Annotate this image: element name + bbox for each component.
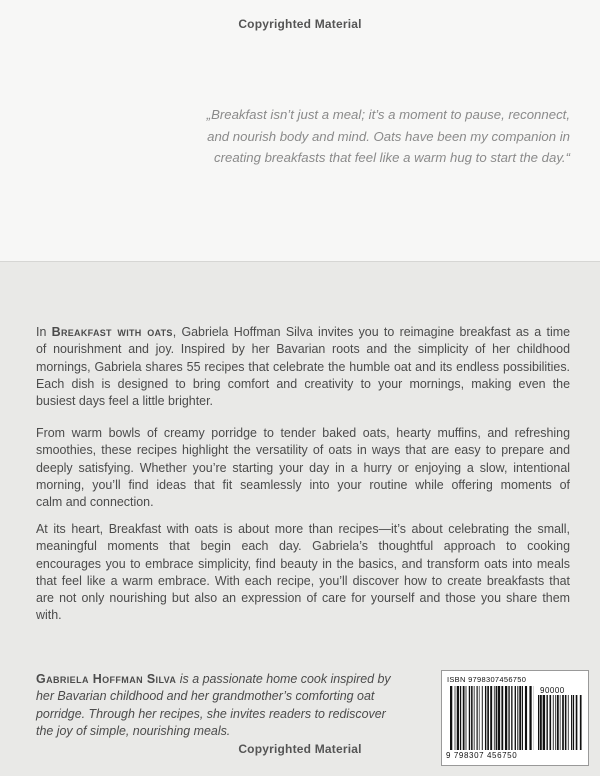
- bio-line: her Bavarian childhood and her grandmother’s comforting oat: [36, 689, 375, 704]
- paragraph-line: From warm bowls of creamy porridge to tender baked oats, hearty muffins, and refreshing: [36, 426, 570, 440]
- paragraph-line: of nourishment and joy. Inspired by her Bavarian roots and the simplicity of her childhood: [36, 342, 570, 357]
- paragraph-line: Each dish is designed to bring comfort and creativity to your mornings, making even the: [36, 376, 570, 391]
- barcode-bar: [508, 686, 509, 750]
- paragraph-line: calm and connection.: [36, 495, 154, 510]
- bio-line: Gabriela Hoffman Silva is a passionate home cook inspired by: [36, 672, 391, 686]
- barcode-bar: [482, 686, 483, 750]
- book-title: Breakfast with oats: [51, 325, 173, 339]
- author-quote: [90, 104, 570, 169]
- barcode-bar: [490, 686, 492, 750]
- barcode-bar: [519, 686, 521, 750]
- paragraph-line: mornings, Gabriela shares 55 recipes that celebrate the humble oat and its endless possibilities.: [36, 359, 570, 374]
- paragraph-line: morning, you’ll find ideas that fit seamlessly into your routine while offering moments of: [36, 477, 570, 492]
- description-paragraph-2: [36, 425, 570, 511]
- barcode-bar: [463, 686, 465, 750]
- quote-line: creating breakfasts that feel like a warm hug to start the day.“: [214, 150, 570, 165]
- price-addon-label: 90000: [540, 686, 565, 695]
- isbn-digits: 9 798307 456750: [446, 751, 518, 760]
- description-paragraph-1: [36, 324, 570, 410]
- isbn-label: ISBN 9798307456750: [447, 675, 527, 684]
- bio-line: the joy of simple, nourishing meals.: [36, 723, 231, 738]
- barcode-bar: [525, 686, 527, 750]
- paragraph-line: deeply satisfying. Whether you’re starting your day in a hurry or enjoying a slow, intentional: [36, 460, 570, 475]
- barcode-bar: [501, 686, 503, 750]
- copyright-watermark-top: Copyrighted Material: [238, 17, 362, 31]
- barcode-bar: [496, 686, 497, 750]
- paragraph-line: that feel like a warm embrace. With each recipe, you’ll discover how to create breakfasts that: [36, 573, 570, 588]
- barcode-bar: [474, 686, 475, 750]
- barcode-bar: [477, 686, 478, 750]
- barcode-bar: [487, 686, 489, 750]
- barcode-bar: [511, 686, 512, 750]
- barcode-bar: [517, 686, 518, 750]
- barcode-bar: [494, 686, 495, 750]
- paragraph-line: At its heart, Breakfast with oats is about more than recipes—it’s about celebrating the small,: [36, 522, 570, 536]
- barcode-bar: [471, 686, 473, 750]
- barcode-bar: [498, 686, 501, 750]
- copyright-watermark-bottom: Copyrighted Material: [238, 742, 362, 756]
- paragraph-line: with.: [36, 608, 62, 623]
- barcode-bars-icon: [450, 686, 534, 750]
- description-paragraph-3: [36, 521, 570, 625]
- barcode-bar: [505, 686, 507, 750]
- barcode-bar: [479, 686, 480, 750]
- barcode-bar: [457, 686, 459, 750]
- paragraph-line: encourages you to embrace simplicity, find beauty in the basics, and transform oats into meals: [36, 556, 570, 571]
- quote-line: „Breakfast isn’t just a meal; it’s a moment to pause, reconnect,: [206, 107, 570, 122]
- paragraph-line: meaningful moments that begin each day. Gabriela’s thoughtful approach to cooking: [36, 539, 570, 554]
- bio-line: porridge. Through her recipes, she invites readers to rediscover: [36, 706, 386, 721]
- barcode-bar: [522, 686, 523, 750]
- quote-line: and nourish body and mind. Oats have been my companion in: [207, 128, 570, 144]
- barcode-bar: [466, 686, 467, 750]
- barcode-bar: [529, 686, 531, 750]
- paragraph-line: smoothies, these recipes highlight the versatility of oats in ways that are easy to prepare and: [36, 443, 570, 458]
- barcode-bar: [455, 686, 456, 750]
- barcode-bar: [469, 686, 470, 750]
- author-bio: [36, 671, 426, 740]
- paragraph-line: In Breakfast with oats, Gabriela Hoffman Silva invites you to reimagine breakfast as a time: [36, 325, 571, 339]
- paragraph-line: are not only nourishing but also an expression of care for yourself and those you share them: [36, 591, 570, 606]
- author-name: Gabriela Hoffman Silva: [36, 672, 177, 686]
- paragraph-line: busiest days feel a little brighter.: [36, 394, 213, 409]
- barcode-bar: [485, 686, 486, 750]
- barcode-bar: [515, 686, 516, 750]
- barcode-bar: [460, 686, 461, 750]
- barcode-bar: [450, 686, 452, 750]
